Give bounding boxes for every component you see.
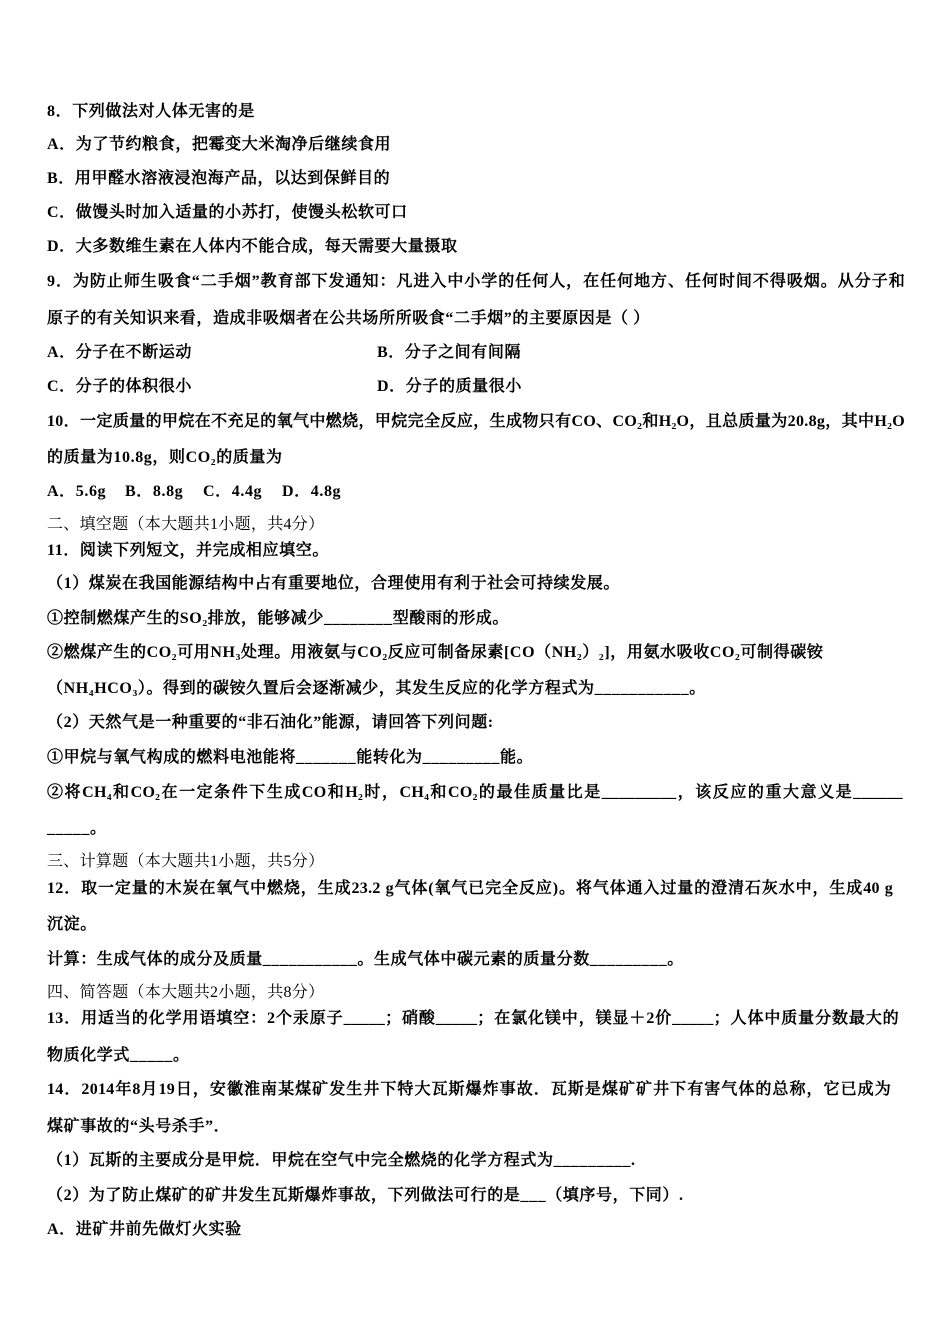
q11-stem: 11．阅读下列短文，并完成相应填空。: [47, 542, 329, 559]
q8-option-a: A．为了节约粮食，把霉变大米淘净后继续食用: [47, 136, 392, 153]
q14-stem-line-2: 煤矿事故的“头号杀手”．: [47, 1118, 231, 1135]
q11-part-2-b-line-2: _____。: [47, 820, 107, 837]
q11-part-1-b-line-1: ②燃煤产生的CO₂可用NH₃处理。用液氨与CO₂反应可制备尿素[CO（NH₂）₂]，用氨水吸收CO₂可制得碳铵: [47, 644, 824, 661]
q10-option-c: C．4.4g: [203, 483, 263, 500]
q14-part-1: （1）瓦斯的主要成分是甲烷．甲烷在空气中完全燃烧的化学方程式为_________.: [47, 1152, 636, 1169]
q14-option-a: A．进矿井前先做灯火实验: [47, 1221, 242, 1238]
q8-option-b: B．用甲醛水溶液浸泡海产品，以达到保鲜目的: [47, 170, 391, 187]
q12-stem-line-1: 12．取一定量的木炭在氧气中燃烧，生成23.2 g气体(氧气已完全反应)。将气体通入过量的澄清石灰水中，生成40 g: [47, 880, 893, 897]
q14-part-2: （2）为了防止煤矿的矿井发生瓦斯爆炸事故，下列做法可行的是___（填序号，下同）.: [47, 1187, 684, 1204]
q8-option-c: C．做馒头时加入适量的小苏打，使馒头松软可口: [47, 204, 408, 221]
q9-stem-line-2: 原子的有关知识来看，造成非吸烟者在公共场所所吸食“二手烟”的主要原因是（ ）: [47, 310, 650, 327]
q9-option-b: B．分子之间有间隔: [377, 344, 522, 361]
q10-option-b: B．8.8g: [125, 483, 184, 500]
q9-option-d: D．分子的质量很小: [377, 378, 522, 395]
q10-stem-line-1: 10．一定质量的甲烷在不充足的氧气中燃烧，甲烷完全反应，生成物只有CO、CO₂和H₂O，且总质量为20.8g，其中H₂O: [47, 413, 905, 430]
q9-stem-line-1: 9．为防止师生吸食“二手烟”教育部下发通知：凡进入中小学的任何人，在任何地方、任何时间不得吸烟。从分子和: [47, 273, 905, 290]
q10-stem-line-2: 的质量为10.8g，则CO₂的质量为: [47, 449, 283, 466]
q13-stem-line-1: 13．用适当的化学用语填空：2个汞原子_____；硝酸_____；在氯化镁中，镁显＋2价_____；人体中质量分数最大的: [47, 1010, 899, 1027]
q12-calculation: 计算：生成气体的成分及质量___________。生成气体中碳元素的质量分数_________。: [47, 951, 684, 968]
q10-option-a: A．5.6g: [47, 483, 107, 500]
section-heading-fill-in: 二、填空题（本大题共1小题，共4分）: [47, 516, 325, 533]
q10-option-d: D．4.8g: [282, 483, 342, 500]
q8-stem: 8．下列做法对人体无害的是: [47, 103, 255, 120]
q11-part-2: （2）天然气是一种重要的“非石油化”能源，请回答下列问题:: [47, 714, 494, 731]
section-heading-short-answer: 四、简答题（本大题共2小题，共8分）: [47, 984, 325, 1001]
q11-part-2-a: ①甲烷与氧气构成的燃料电池能将_______能转化为_________能。: [47, 749, 534, 766]
q11-part-2-b-line-1: ②将CH₄和CO₂在一定条件下生成CO和H₂时，CH₄和CO₂的最佳质量比是_________，该反应的重大意义是______: [47, 784, 903, 801]
q8-option-d: D．大多数维生素在人体内不能合成，每天需要大量摄取: [47, 238, 458, 255]
q9-option-c: C．分子的体积很小: [47, 378, 192, 395]
q11-part-1: （1）煤炭在我国能源结构中占有重要地位，合理使用有利于社会可持续发展。: [47, 575, 621, 592]
q14-stem-line-1: 14．2014年8月19日，安徽淮南某煤矿发生井下特大瓦斯爆炸事故．瓦斯是煤矿矿井下有害气体的总称，它已成为: [47, 1081, 891, 1098]
q12-stem-line-2: 沉淀。: [47, 916, 97, 933]
q11-part-1-b-line-2: （NH₄HCO₃）。得到的碳铵久置后会逐渐减少，其发生反应的化学方程式为___________。: [47, 680, 706, 697]
section-heading-calculation: 三、计算题（本大题共1小题，共5分）: [47, 853, 325, 870]
q13-stem-line-2: 物质化学式_____。: [47, 1047, 190, 1064]
q11-part-1-a: ①控制燃煤产生的SO₂排放，能够减少________型酸雨的形成。: [47, 610, 509, 627]
q9-option-a: A．分子在不断运动: [47, 344, 192, 361]
